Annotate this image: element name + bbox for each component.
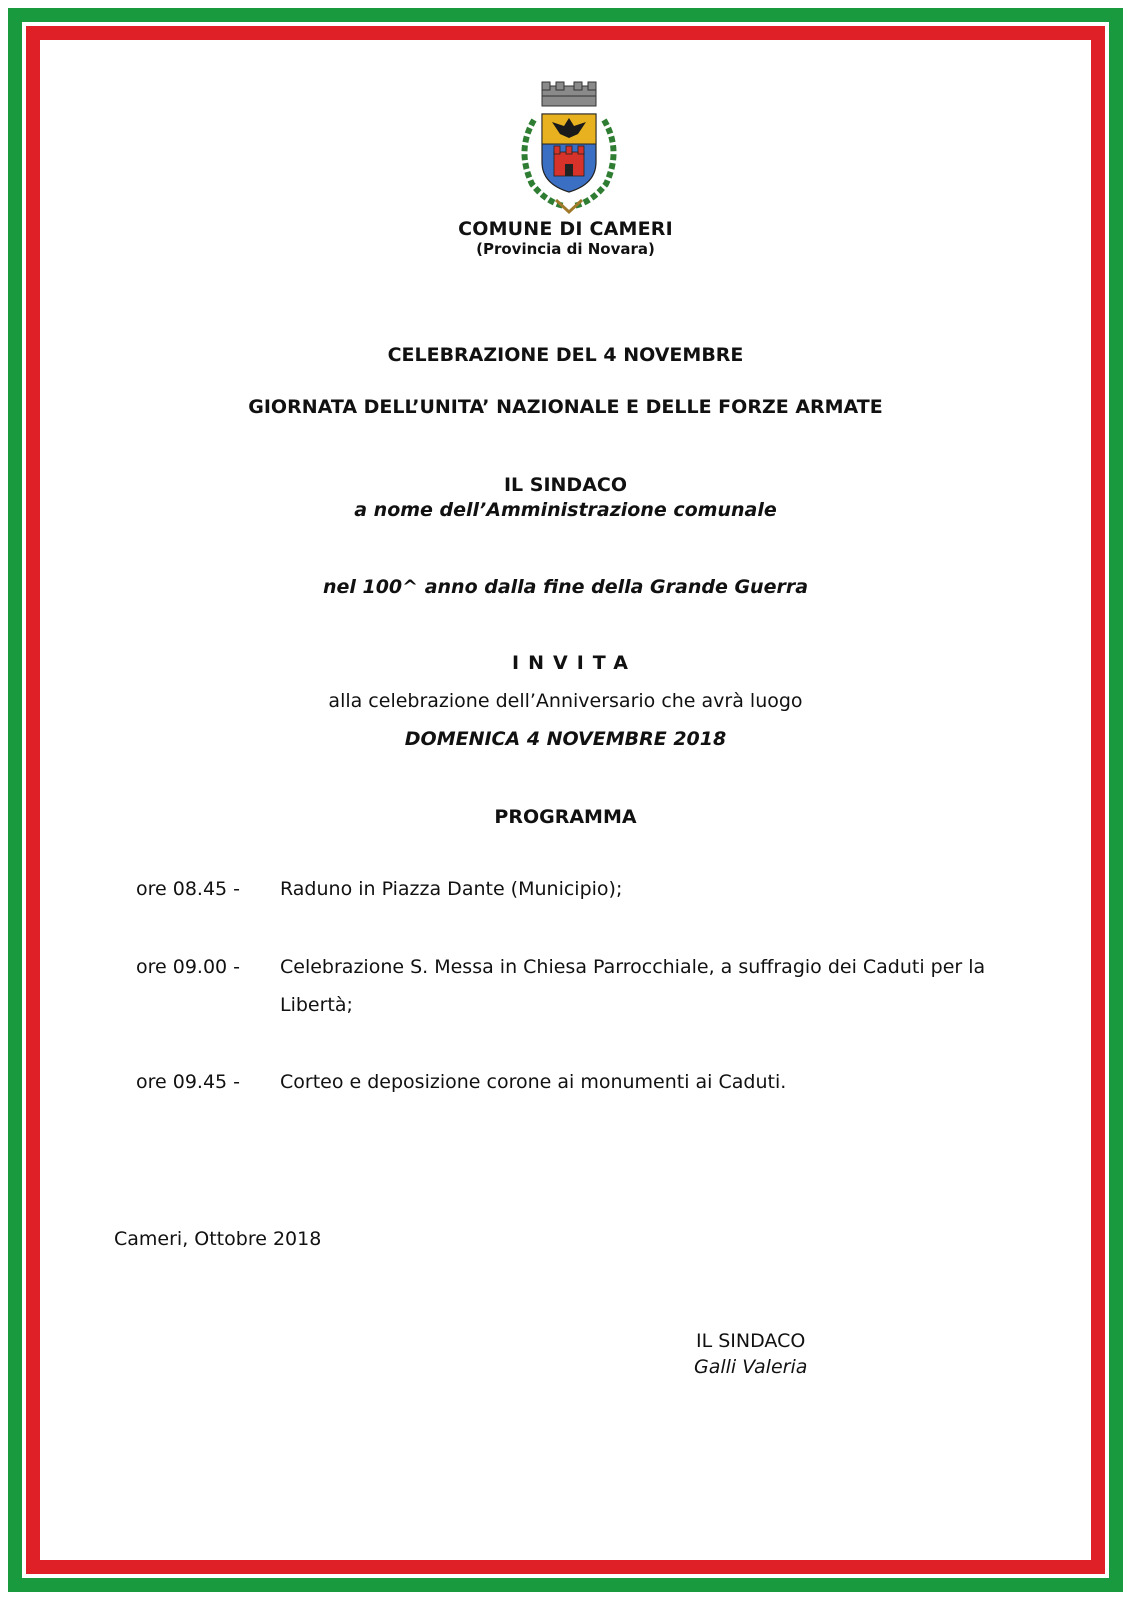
- event-date: DOMENICA 4 NOVEMBRE 2018: [404, 728, 727, 750]
- document-page: [44, 44, 1087, 1556]
- title-line-2: GIORNATA DELL’UNITA’ NAZIONALE E DELLE FORZE ARMATE: [248, 396, 883, 418]
- program-item-text: Corteo e deposizione corone ai monumenti ai Caduti.: [280, 1071, 787, 1093]
- invite-heading: INVITA: [512, 652, 637, 674]
- program-item-time: ore 09.00 -: [136, 956, 241, 978]
- signature-name: Galli Valeria: [694, 1356, 808, 1378]
- program-item-time: ore 08.45 -: [136, 878, 241, 900]
- municipality-name: COMUNE DI CAMERI: [458, 218, 673, 240]
- program-item-time: ore 09.45 -: [136, 1071, 241, 1093]
- title-line-1: CELEBRAZIONE DEL 4 NOVEMBRE: [387, 344, 744, 366]
- program-item-text: Celebrazione S. Messa in Chiesa Parrocchiale, a suffragio dei Caduti per la Libertà;: [280, 956, 986, 1016]
- program-item-text: Raduno in Piazza Dante (Municipio);: [280, 878, 623, 900]
- sender-role: IL SINDACO: [503, 474, 628, 496]
- invite-text: alla celebrazione dell’Anniversario che avrà luogo: [328, 690, 803, 712]
- place-and-date: Cameri, Ottobre 2018: [114, 1228, 322, 1250]
- coat-of-arms-icon: [512, 80, 626, 216]
- sender-on-behalf: a nome dell’Amministrazione comunale: [354, 499, 777, 521]
- occasion-line: nel 100^ anno dalla fine della Grande Guerra: [322, 576, 809, 598]
- signature-role: IL SINDACO: [696, 1330, 806, 1352]
- province-name: (Provincia di Novara): [476, 240, 655, 258]
- program-heading: PROGRAMMA: [494, 806, 637, 828]
